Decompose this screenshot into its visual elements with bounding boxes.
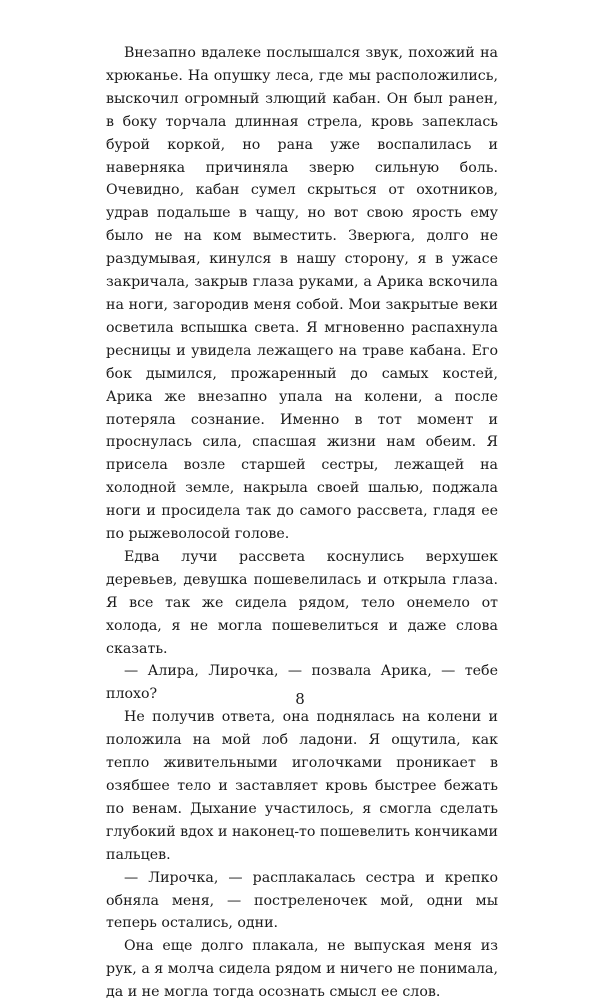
- paragraph-5-dialogue: — Лирочка, — расплакалась сестра и крепко обняла меня, — постреленочек мой, одни мы теперь остались, одни.: [106, 869, 498, 932]
- paragraph-6: Она еще долго плакала, не выпуская меня из рук, а я молча сидела рядом и ничего не понимала, да и не могла тогда осознать смысл ее слов.: [106, 938, 498, 1001]
- body-text: [106, 42, 498, 1004]
- paragraph-2: Едва лучи рассвета коснулись верхушек деревьев, девушка пошевелилась и открыла глаза. Я все так же сидела рядом, тело онемело от холода, я не могла пошевелиться и даже слова сказать.: [106, 548, 498, 657]
- paragraph-3-dialogue: — Алира, Лирочка, — позвала Арика, — тебе плохо?: [106, 663, 498, 703]
- paragraph-4: Не получив ответа, она поднялась на колени и положила на мой лоб ладони. Я ощутила, как тепло живительными иголочками проникает в озябшее тело и заставляет кровь быстрее бежать по венам. Дыхание участилось, я смогла сделать глубокий вдох и наконец-то пошевелить кончиками пальцев.: [106, 709, 498, 863]
- page-number: 8: [295, 690, 305, 708]
- paragraph-1: Внезапно вдалеке послышался звук, похожий на хрюканье. На опушку леса, где мы расположились, выскочил огромный злющий кабан. Он был ранен, в боку торчала длинная стрела, кровь запеклась бурой коркой, но рана уже воспалилась и наверняка причиняла зверю сильную боль. Очевидно, кабан сумел скрыться от охотников, удрав подальше в чащу, но вот свою ярость ему было не на ком выместить. Зверюга, долго не раздумывая, кинулся в нашу сторону, я в ужасе закричала, закрыв глаза руками, а Арика вскочила на ноги, загородив меня собой. Мои закрытые веки осветила вспышка света. Я мгновенно распахнула ресницы и увидела лежащего на траве кабана. Его бок дымился, прожаренный до самых костей, Арика же внезапно упала на колени, а после потеряла сознание. Именно в тот момент и проснулась сила, спасшая жизни нам обеим. Я присела возле старшей сестры, лежащей на холодной земле, накрыла своей шалью, поджала ноги и просидела так до самого рассвета, гладя ее по рыжеволосой голове.: [106, 45, 498, 543]
